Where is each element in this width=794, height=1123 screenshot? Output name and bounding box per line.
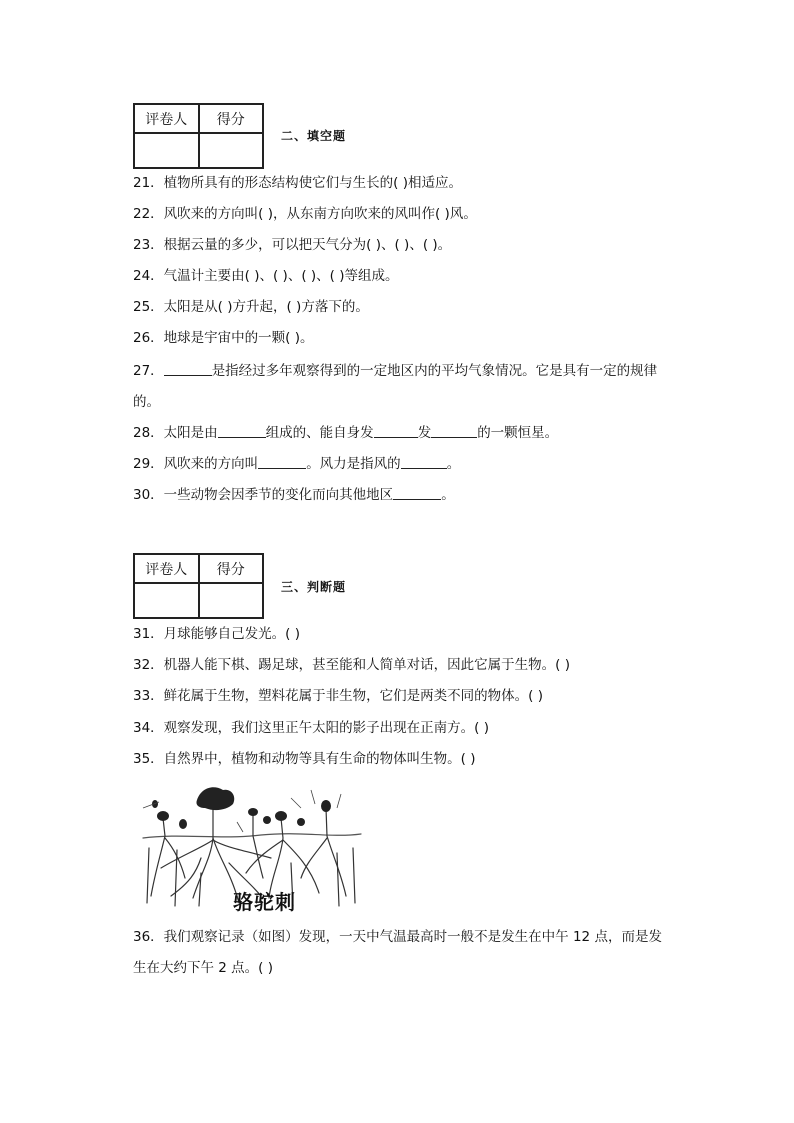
question-29	[133, 449, 673, 480]
score-box-section2	[133, 103, 264, 169]
answer-blank	[431, 422, 477, 438]
answer-blank	[258, 453, 306, 469]
question-27	[133, 356, 663, 418]
question-24: 24．气温计主要由( )、( )、( )、( )等组成。	[133, 268, 399, 284]
question-28-part-b: 组成的、能自身发	[265, 425, 374, 441]
score-box-section3	[133, 553, 264, 619]
answer-blank	[401, 453, 447, 469]
question-28	[133, 418, 673, 449]
question-25: 25．太阳是从( )方升起，( )方落下的。	[133, 299, 369, 315]
question-26: 26．地球是宇宙中的一颗( )。	[133, 330, 314, 346]
answer-blank	[164, 360, 212, 376]
question-29-part-b: 。风力是指风的	[306, 456, 401, 472]
grader-cell	[134, 133, 199, 168]
question-29-part-a: 29．风吹来的方向叫	[133, 456, 259, 472]
question-28-part-a: 28．太阳是由	[133, 425, 218, 441]
question-27-text: 是指经过多年观察得到的一定地区内的平均气象情况。它是具有一定的规律的。	[133, 363, 658, 410]
answer-blank	[393, 484, 441, 500]
answer-blank	[218, 422, 266, 438]
score-header: 得分	[199, 104, 264, 133]
question-27-number: 27．	[133, 363, 164, 379]
question-36: 36．我们观察记录（如图）发现，一天中气温最高时一般不是发生在中午 12 点，而是发生在大约下午 2 点。( )	[133, 929, 662, 976]
question-35: 35．自然界中，植物和动物等具有生命的物体叫生物。( )	[133, 751, 476, 767]
grader-header: 评卷人	[134, 554, 199, 583]
score-cell	[199, 583, 264, 618]
question-30	[133, 480, 673, 511]
score-header: 得分	[199, 554, 264, 583]
answer-blank	[374, 422, 418, 438]
section2-title: 二、填空题	[281, 129, 347, 143]
question-28-part-d: 的一颗恒星。	[477, 425, 559, 441]
question-23: 23．根据云量的多少，可以把天气分为( )、( )、( )。	[133, 237, 452, 253]
question-29-part-c: 。	[446, 456, 461, 472]
question-22: 22．风吹来的方向叫( )，从东南方向吹来的风叫作( )风。	[133, 206, 477, 222]
question-32: 32．机器人能下棋、踢足球，甚至能和人简单对话，因此它属于生物。( )	[133, 657, 571, 673]
section3-title: 三、判断题	[281, 580, 347, 594]
question-33: 33．鲜花属于生物，塑料花属于非生物，它们是两类不同的物体。( )	[133, 688, 544, 704]
score-cell	[199, 133, 264, 168]
question-34: 34．观察发现，我们这里正午太阳的影子出现在正南方。( )	[133, 720, 490, 736]
grader-header: 评卷人	[134, 104, 199, 133]
question-31: 31．月球能够自己发光。( )	[133, 626, 301, 642]
question-21: 21．植物所具有的形态结构使它们与生长的( )相适应。	[133, 175, 463, 191]
question-28-part-c: 发	[417, 425, 432, 441]
question-30-part-b: 。	[441, 487, 455, 503]
figure-caption: 骆驼刺	[233, 890, 296, 914]
question-30-part-a: 30．一些动物会因季节的变化而向其他地区	[133, 487, 394, 503]
grader-cell	[134, 583, 199, 618]
